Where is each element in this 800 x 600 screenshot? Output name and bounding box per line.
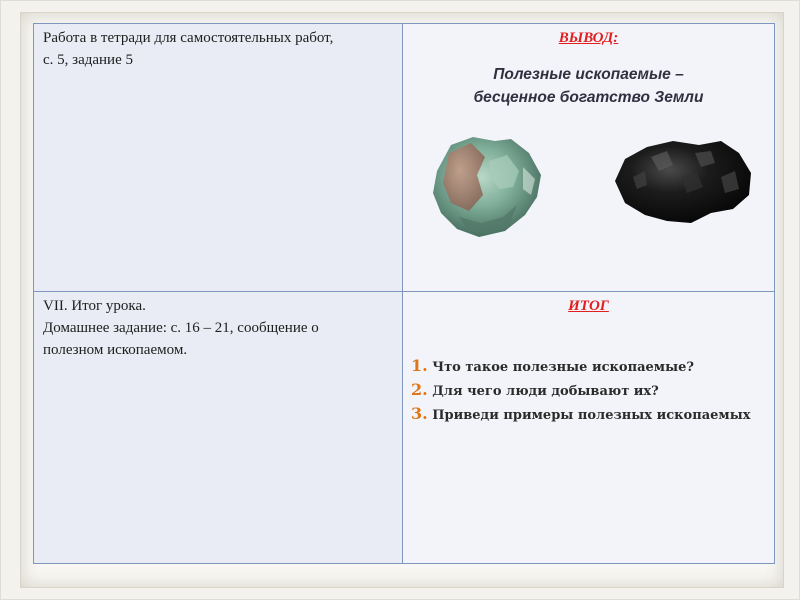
list-item — [411, 403, 768, 427]
homework-line: Домашнее задание: с. 16 – 21, сообщение о — [43, 320, 319, 336]
question-text: Что такое полезные ископаемые? — [432, 360, 694, 375]
lesson-summary-cell — [34, 292, 403, 564]
summary-heading: ИТОГ — [568, 298, 609, 314]
green-mineral-rock-image — [429, 131, 547, 239]
question-list — [403, 355, 774, 427]
homework-line: полезном ископаемом. — [43, 342, 188, 358]
summary-cell — [403, 292, 775, 564]
conclusion-line: Полезные ископаемые – — [493, 66, 684, 83]
lesson-summary-line: VII. Итог урока. — [43, 298, 146, 314]
list-item — [411, 379, 768, 403]
notebook-task-cell — [34, 24, 403, 292]
conclusion-heading: ВЫВОД: — [558, 30, 619, 46]
table-row — [34, 292, 775, 564]
conclusion-line: бесценное богатство Земли — [473, 89, 704, 106]
question-number: 1. — [411, 356, 428, 375]
conclusion-text — [403, 63, 774, 109]
lesson-table — [33, 23, 775, 564]
notebook-task-line: с. 5, задание 5 — [43, 52, 133, 68]
question-number: 2. — [411, 380, 428, 399]
question-text: Приведи примеры полезных ископаемых — [432, 408, 751, 423]
question-text: Для чего люди добывают их? — [432, 384, 659, 399]
list-item — [411, 355, 768, 379]
notebook-task-text — [34, 24, 402, 71]
table-row — [34, 24, 775, 292]
notebook-task-line: Работа в тетради для самостоятельных работ, — [43, 30, 334, 46]
rock-images — [403, 131, 774, 261]
black-coal-rock-image — [611, 137, 756, 227]
question-number: 3. — [411, 404, 428, 423]
lesson-summary-text — [34, 292, 402, 361]
conclusion-cell — [403, 24, 775, 292]
